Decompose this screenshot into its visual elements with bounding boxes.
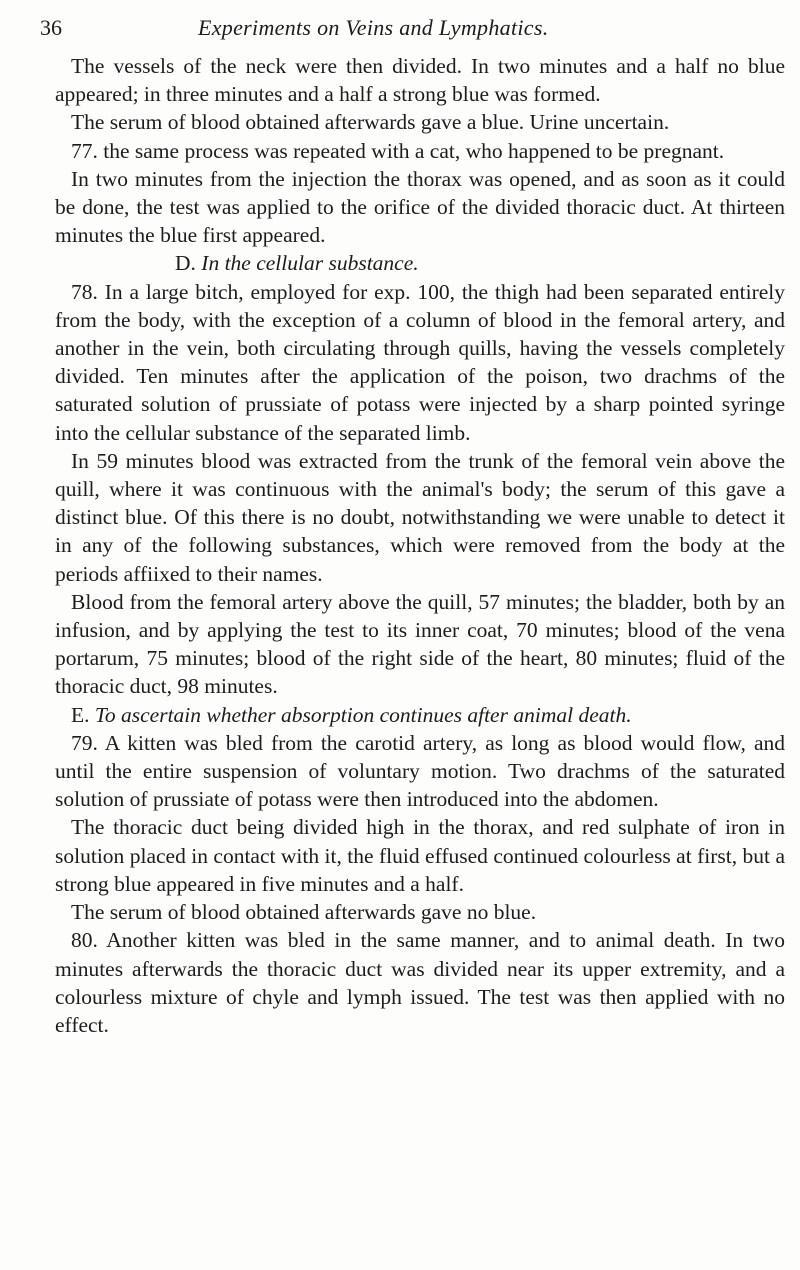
paragraph: 77. the same process was repeated with a cat, who happened to be pregnant. — [71, 138, 725, 163]
body-text — [55, 52, 785, 1039]
section-heading-d — [55, 249, 785, 277]
section-heading-label: E. — [71, 702, 90, 727]
section-heading-e — [55, 701, 785, 729]
paragraph: The vessels of the neck were then divided. In two minutes and a half no blue appeared; in three minutes and a half a strong blue was formed. — [55, 54, 785, 107]
running-title: Experiments on Veins and Lymphatics. — [198, 15, 549, 40]
paragraph: The thoracic duct being divided high in the thorax, and red sulphate of iron in solution placed in contact with it, the fluid effused continued colourless at first, but a strong blue appeared in five minutes and a half. — [55, 815, 785, 896]
paragraph: In 59 minutes blood was extracted from the trunk of the femoral vein above the quill, where it was continuous with the animal's body; the serum of this gave a distinct blue. Of this there is no doubt, notwithstanding we were unable to detect it in any of the following substances, which were removed from the body at the periods affiixed to their names. — [55, 448, 785, 586]
section-heading-title: In the cellular substance. — [201, 251, 419, 276]
paragraph: Blood from the femoral artery above the quill, 57 minutes; the bladder, both by an infusion, and by applying the test to its inner coat, 70 minutes; blood of the vena portarum, 75 minutes; blood of the right side of the heart, 80 minutes; fluid of the thoracic duct, 98 minutes. — [55, 589, 785, 699]
paragraph: 78. In a large bitch, employed for exp. 100, the thigh had been separated entirely from the body, with the exception of a column of blood in the femoral artery, and another in the vein, both circulating through quills, having the vessels completely divided. Ten minutes after the application of the poison, two drachms of the saturated solution of prussiate of potass were injected by a sharp pointed syringe into the cellular substance of the separated limb. — [55, 279, 785, 445]
paragraph: The serum of blood obtained afterwards gave a blue. Urine uncertain. — [71, 110, 670, 135]
section-heading-label: D. — [175, 251, 196, 276]
running-head — [40, 8, 770, 48]
paragraph: 80. Another kitten was bled in the same manner, and to animal death. In two minutes afterwards the thoracic duct was divided near its upper extremity, and a colourless mixture of chyle and lymph issued. The test was then applied with no effect. — [55, 928, 785, 1037]
page-number: 36 — [40, 15, 62, 40]
paragraph: 79. A kitten was bled from the carotid artery, as long as blood would flow, and until the entire suspension of voluntary motion. Two drachms of the saturated solution of prussiate of potass were then introduced into the abdomen. — [55, 730, 785, 812]
paragraph: The serum of blood obtained afterwards gave no blue. — [71, 900, 537, 925]
paragraph: In two minutes from the injection the thorax was opened, and as soon as it could be done, the test was applied to the orifice of the divided thoracic duct. At thirteen minutes the blue first appeared. — [55, 166, 785, 248]
section-heading-title: To ascertain whether absorption continues after animal death. — [94, 702, 632, 727]
